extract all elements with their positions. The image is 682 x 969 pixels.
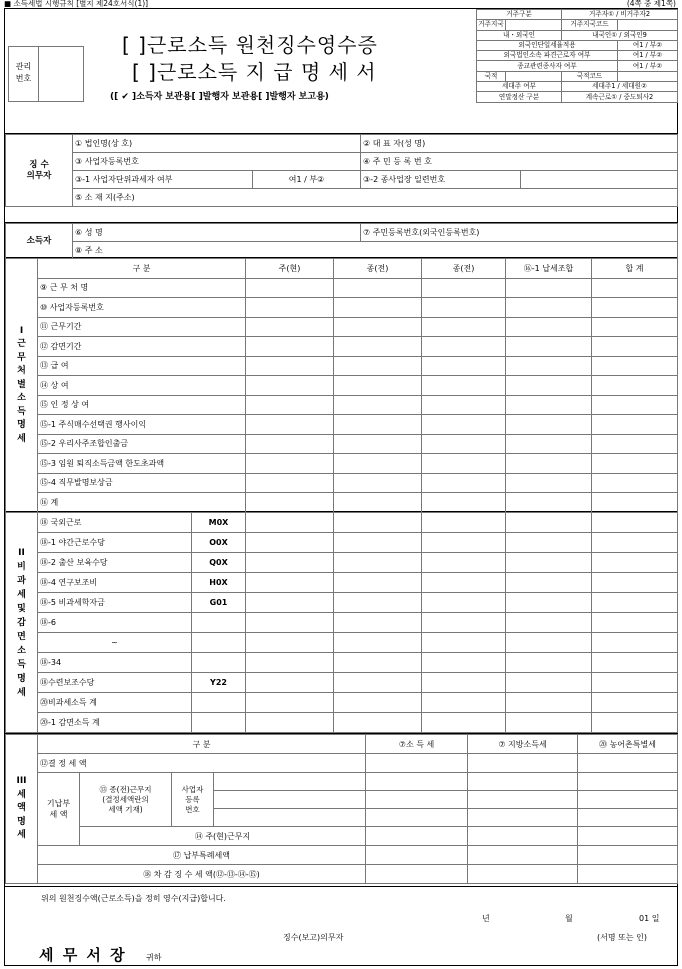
payer-section-label: 징 수 의무자 [6,135,73,207]
nontax-row-label: ⑱-1 야간근로수당 [38,533,192,553]
tax-section [5,734,677,887]
special-payment-label: ⑰ 납부특례세액 [38,846,366,865]
earner-section-label: 소득자 [6,224,73,259]
nontax-code: H0X [192,573,246,593]
flat-rate-label: 외국인단일세율적용 [477,40,618,50]
resident-info-box [476,9,677,103]
nationality-code-value [618,71,678,81]
work-row-label: ⑮-3 임원 퇴직소득금액 한도초과액 [38,454,246,474]
nontax-code [192,693,246,713]
nontax-row-label: ⑱수련보조수당 [38,673,192,693]
settlement-type-value: 계속근로① / 중도퇴사2 [562,92,678,102]
company-name-label: ① 법인명(상 호) [73,135,361,153]
dispatched-worker-value: 여1 / 부② [618,51,678,61]
work-header-category: 구 분 [38,259,246,279]
work-row-label: ⑮ 인 정 상 여 [38,395,246,415]
nontax-row-label: ⑱-5 비과세학자금 [38,593,192,613]
work-row-label: ⑭ 상 여 [38,376,246,396]
tax-header-category: 구 분 [38,735,366,754]
nontax-row-label: ⑱-4 연구보조비 [38,573,192,593]
work-row-label: ⑫ 감면기간 [38,337,246,357]
management-number-label: 관리 번호 [9,47,39,101]
work-row-label: ⑩ 사업자등록번호 [38,298,246,318]
tax-header-local-tax: ⑦ 지방소득세 [468,735,578,754]
prepaid-tax-label: 기납부 세 액 [38,773,80,846]
work-header-previous-2: 종(전) [422,259,506,279]
previous-workplace-label: ⑬ 종(전)근무지 (결정세액란의 세액 기재) [80,773,172,827]
work-row-label: ⑬ 급 여 [38,356,246,376]
nontax-code: Y22 [192,673,246,693]
work-header-tax-union: ⑯-1 납세조합 [506,259,592,279]
nontax-code [192,713,246,733]
work-row-label: ⑯ 계 [38,493,246,513]
nationality-label: 국적 [477,71,506,81]
country-value [506,20,562,30]
month-label: 월 [565,914,573,923]
work-header-previous-1: 종(전) [334,259,422,279]
determined-tax-label: ⑫결 정 세 액 [38,754,366,773]
tax-header-income-tax: ⑦소 득 세 [366,735,468,754]
page-info: (4쪽 중 제1쪽) [626,0,676,8]
biz-reg-no-label: 사업자 등록 번호 [172,773,214,827]
unit-taxpayer-label: ③-1 사업자단위과세자 여부 [73,171,253,189]
work-row-label: ⑨ 근 무 처 명 [38,278,246,298]
work-row-label: ⑮-2 우리사주조합인출금 [38,434,246,454]
work-header-current: 주(현) [246,259,334,279]
earner-resident-no-label: ⑦ 주민등록번호(외국인등록번호) [361,224,678,242]
unit-taxpayer-value: 여1 / 부② [253,171,361,189]
residency-label: 거주구분 [477,10,562,20]
earner-name-label: ⑥ 성 명 [73,224,361,242]
tax-office-title: 세 무 서 장 [39,946,127,964]
header-section [5,9,677,134]
management-number-box [8,46,84,102]
nontax-row-label: ⑳비과세소득 계 [38,693,192,713]
residency-value: 거주자① / 비거주자2 [562,10,678,20]
work-row-label: ⑮-1 주식매수선택권 행사이익 [38,415,246,435]
country-code-value [618,20,678,30]
title-payment-statement: [ ]근로소득 지 급 명 세 서 [132,60,377,84]
form-frame [4,8,678,966]
religious-worker-value: 여1 / 부② [618,61,678,71]
form-reference: ■ 소득세법 시행규칙 [별지 제24호서식(1)] [4,0,149,8]
country-code-label: 거주지국코드 [562,20,618,30]
country-label: 거주지국 [478,20,504,29]
nontaxable-section [5,512,677,734]
payer-sign-label: 징수(보고)의무자 [283,933,344,942]
nontax-code: Q0X [192,553,246,573]
tax-header-rural-tax: ⑳ 농어촌특별세 [578,735,678,754]
branch-serial-label: ③-2 종사업장 일련번호 [361,171,521,189]
day-label: 01 일 [639,914,660,923]
flat-rate-value: 여1 / 부② [618,40,678,50]
nontax-row-label: ⑱ 국외근로 [38,513,192,533]
work-income-section-label: I 근 무 처 별 소 득 명 세 [6,259,38,513]
confirmation-statement: 위의 원천징수액(근로소득)을 정히 영수(지급)합니다. [41,894,226,903]
resident-reg-label: ④ 주 민 등 록 번 호 [361,153,678,171]
representative-label: ② 대 표 자(성 명) [361,135,678,153]
nontax-code [192,613,246,633]
nationality-code-label: 국적코드 [562,71,618,81]
business-reg-label: ③ 사업자등록번호 [73,153,361,171]
nontax-code: G01 [192,593,246,613]
dispatched-worker-label: 외국법인소속 파견근로자 여부 [477,51,618,61]
title-withholding-receipt: [ ]근로소득 원천징수영수증 [122,33,378,57]
work-row-label: ⑪ 근무기간 [38,317,246,337]
nationality-value [506,71,562,81]
net-withholding-label: ⑱ 차 감 징 수 세 액(⑫-⑬-⑭-⑮) [38,865,366,884]
earner-section [5,223,677,258]
signature-label: (서명 또는 인) [597,933,647,942]
nontax-row-label: ⑳-1 감면소득 계 [38,713,192,733]
settlement-type-label: 연말정산 구분 [477,92,562,102]
household-head-label: 세대주 여부 [477,82,562,92]
nontax-row-label: ~ [38,633,192,653]
year-label: 년 [482,914,490,923]
current-workplace-label: ⑭ 주(현)근무지 [80,827,366,846]
payer-address-label: ⑤ 소 재 지(주소) [73,189,678,207]
nontax-row-label: ⑱-2 출산 보육수당 [38,553,192,573]
payer-section [5,134,677,223]
nontaxable-section-label: II 비 과 세 및 감 면 소 득 명 세 [6,513,38,733]
tax-section-label: III 세 액 명 세 [6,735,38,884]
work-income-section [5,258,677,512]
nontax-code [192,633,246,653]
nationality-type-value: 내국인① / 외국인9 [562,30,678,40]
earner-address-label: ⑧ 주 소 [73,242,678,259]
nationality-type-label: 내・외국인 [477,30,562,40]
nontax-row-label: ⑱-34 [38,653,192,673]
nontax-code [192,653,246,673]
work-header-total: 합 계 [592,259,678,279]
nontax-row-label: ⑱-6 [38,613,192,633]
household-head-value: 세대주1 / 세대원② [562,82,678,92]
nontax-code: O0X [192,533,246,553]
nontax-code: M0X [192,513,246,533]
copy-type-options: ([ ✔ ]소득자 보관용[ ]발행자 보관용[ ]발행자 보고용) [110,92,329,102]
religious-worker-label: 종교관련종사자 여부 [477,61,618,71]
honorific-label: 귀하 [146,953,162,962]
work-row-label: ⑮-4 직무발명보상금 [38,473,246,493]
